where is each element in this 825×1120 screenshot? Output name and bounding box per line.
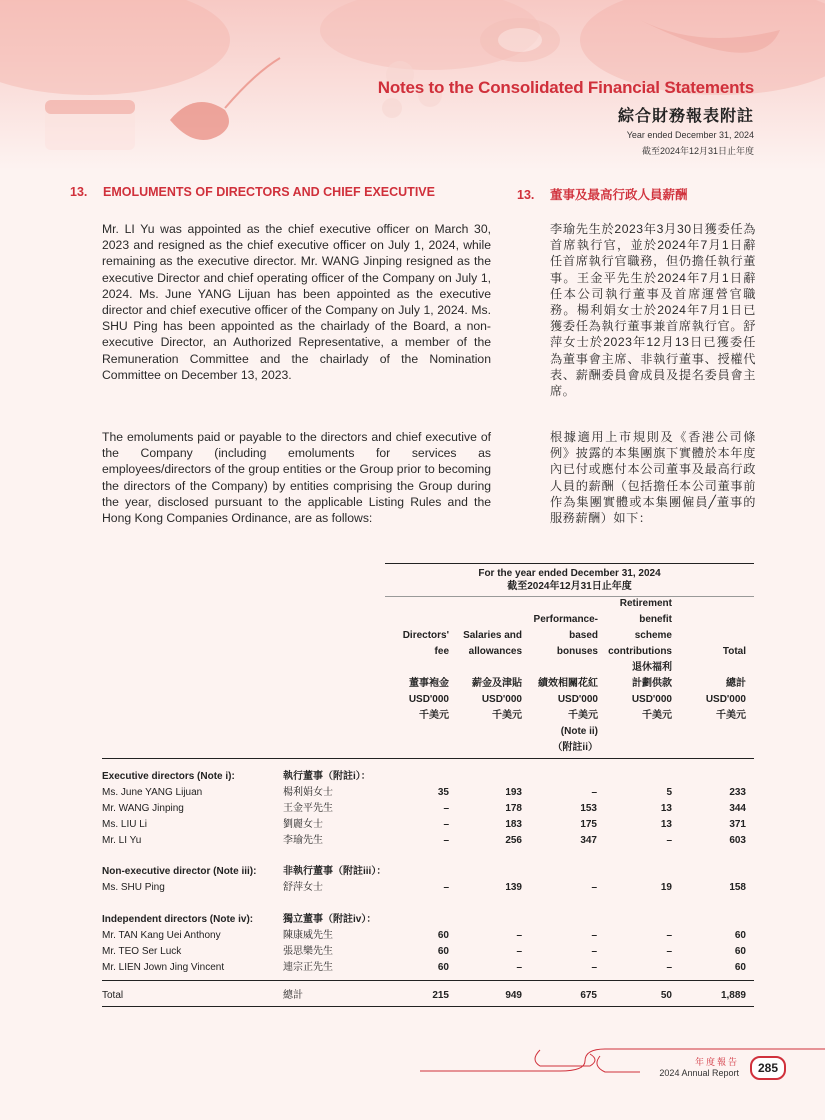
director-name-cn: 楊利娟女士: [283, 787, 333, 798]
paragraph-1-en: Mr. LI Yu was appointed as the chief executive officer on March 30, 2023 and resigned as the chief executive officer on July 1, 2024, while remaining as the executive director. Mr. WANG Jinping resigned as the executive Director and chief operating officer of the Company on July 1, 2024. Ms. June YANG Lijuan has been appointed as the executive director and chief executive officer of the Company on July 1, 2024. Ms. SHU Ping has been appointed as the chairlady of the Board, a non-executive Director, an Authorized Representative, a member of the Remuneration Committee and the chairlady of the Nomination Committee on December 13, 2023.: [102, 222, 491, 382]
col-text: Salaries and: [463, 630, 522, 641]
cell-salaries: –: [516, 962, 522, 973]
cell-salaries: –: [516, 946, 522, 957]
roll-icon: [480, 18, 560, 62]
total-fee: 215: [432, 990, 449, 1001]
group-label-en: Non-executive director (Note iii):: [102, 866, 257, 877]
col-cn: 總計: [726, 678, 746, 689]
group-label-cn: 執行董事（附註i）：: [283, 771, 371, 782]
cell-salaries: 178: [505, 803, 522, 814]
total-row: [102, 988, 754, 1004]
director-name-cn: 劉麗女士: [283, 819, 323, 830]
period-en: For the year ended December 31, 2024: [478, 568, 661, 579]
cell-total: 371: [729, 819, 746, 830]
director-name-en: Mr. TAN Kang Uei Anthony: [102, 930, 221, 941]
table-row: [102, 833, 754, 849]
table-row: [102, 785, 754, 801]
col-total-cn: [676, 676, 746, 724]
cell-salaries: 139: [505, 882, 522, 893]
col-cn: 董事袍金: [409, 678, 449, 689]
total-total: 1,889: [720, 990, 746, 1001]
col-unit-cn: 千美元: [419, 710, 449, 721]
cell-salaries: 193: [505, 787, 522, 798]
cell-retirement: 5: [666, 787, 672, 798]
col-retirement-cn: [600, 660, 672, 724]
cell-retirement: 19: [660, 882, 672, 893]
page-number: 285: [750, 1056, 786, 1080]
section-heading-cn: [517, 185, 688, 203]
col-cn: 績效相關花紅: [538, 678, 598, 689]
cell-total: 60: [734, 930, 746, 941]
table-row: [102, 928, 754, 944]
footer-report-cn: 年度報告: [694, 1057, 739, 1067]
col-note-cn: （附註ii）: [552, 742, 598, 753]
col-salaries: [452, 628, 522, 660]
col-cn: 薪金及津貼: [472, 678, 522, 689]
group-label-en: Independent directors (Note iv):: [102, 914, 254, 925]
director-name-cn: 連宗正先生: [283, 962, 333, 973]
col-cn: 退休福利計劃供款: [632, 662, 672, 689]
director-name-cn: 王金平先生: [283, 803, 333, 814]
cell-bonuses: –: [591, 946, 597, 957]
total-retirement: 50: [660, 990, 672, 1001]
col-text: benefit: [639, 614, 672, 625]
table-period: [385, 567, 754, 593]
section-heading-en: [70, 185, 435, 199]
sushi-icon: [45, 100, 135, 150]
period-cn: 截至2024年12月31日止年度: [507, 581, 632, 592]
director-name-cn: 陳康威先生: [283, 930, 333, 941]
col-text: bonuses: [556, 646, 598, 657]
section-number: 13.: [70, 185, 88, 199]
col-unit-cn: 千美元: [568, 710, 598, 721]
cell-retirement: 13: [660, 803, 672, 814]
col-unit: USD'000: [705, 694, 746, 705]
cell-total: 158: [729, 882, 746, 893]
director-name-en: Mr. LIEN Jown Jing Vincent: [102, 962, 225, 973]
group-label-en: Executive directors (Note i):: [102, 771, 235, 782]
col-note: (Note ii): [560, 726, 598, 737]
section-title-cn: 董事及最高行政人員薪酬: [550, 188, 688, 202]
director-name-en: Ms. LIU Li: [102, 819, 148, 830]
group-label-cn: 非執行董事（附註iii）：: [283, 866, 387, 877]
director-name-en: Mr. TEO Ser Luck: [102, 946, 182, 957]
cell-salaries: 256: [505, 835, 522, 846]
page-header: [378, 78, 754, 157]
col-text: contributions: [608, 646, 672, 657]
cell-fee: 60: [437, 962, 449, 973]
group-executive: [102, 769, 754, 785]
cell-salaries: 183: [505, 819, 522, 830]
total-top-rule: [102, 980, 754, 981]
col-bonuses-cn: [520, 676, 598, 756]
table-row: [102, 944, 754, 960]
period-rule: [385, 596, 754, 597]
paragraph-1-cn: 李瑜先生於2023年3月30日獲委任為首席執行官，並於2024年7月1日辭任首席執行官職務，但仍擔任執行董事。王金平先生於2024年7月1日辭任本公司執行董事及首席運營官職務。楊利娟女士於2024年7月1日已獲委任為執行董事兼首席執行官。舒萍女士於2023年12月13日已獲委任為董事會主席、非執行董事、授權代表、薪酬委員會成員及提名委員會主席。: [550, 222, 756, 399]
cell-bonuses: –: [591, 787, 597, 798]
section-title-en: EMOLUMENTS OF DIRECTORS AND CHIEF EXECUTIVE: [103, 185, 435, 199]
col-text: Directors': [402, 630, 449, 641]
col-unit-cn: 千美元: [492, 710, 522, 721]
col-text: based: [569, 630, 598, 641]
col-text: scheme: [634, 630, 672, 641]
table-row: [102, 817, 754, 833]
col-total: [676, 644, 746, 660]
total-label-en: Total: [102, 990, 124, 1001]
cell-bonuses: 175: [580, 819, 597, 830]
cell-bonuses: 153: [580, 803, 597, 814]
cell-total: 603: [729, 835, 746, 846]
cell-bonuses: –: [591, 930, 597, 941]
cell-fee: –: [443, 803, 449, 814]
col-unit: USD'000: [631, 694, 672, 705]
cell-retirement: –: [666, 946, 672, 957]
paragraph-2-en: The emoluments paid or payable to the directors and chief executive of the Company (including emoluments for services as employees/directors of the group entities or the Group prior to becoming the directors of the Company) by entities comprising the Group during the year, disclosed pursuant to the applicable Listing Rules and the Hong Kong Companies Ordinance, are as follows:: [102, 430, 491, 526]
cell-retirement: 13: [660, 819, 672, 830]
cell-total: 60: [734, 962, 746, 973]
cell-fee: 60: [437, 930, 449, 941]
director-name-en: Ms. June YANG Lijuan: [102, 787, 203, 798]
total-bottom-rule: [102, 1006, 754, 1007]
col-directors-fee-cn: [379, 676, 449, 724]
total-salaries: 949: [505, 990, 522, 1001]
section-number-cn: 13.: [517, 188, 535, 202]
group-independent: [102, 912, 754, 928]
cell-fee: –: [443, 882, 449, 893]
cell-fee: –: [443, 819, 449, 830]
table-row: [102, 801, 754, 817]
col-salaries-cn: [452, 676, 522, 724]
header-title-cn: 綜合財務報表附註: [617, 108, 754, 125]
col-directors-fee: [379, 628, 449, 660]
cell-total: 233: [729, 787, 746, 798]
paragraph-2-cn: 根據適用上市規則及《香港公司條例》披露的本集團旗下實體於本年度內已付或應付本公司董事及最高行政人員的薪酬（包括擔任本公司董事前作為集團實體或本集團僱員╱董事的服務薪酬）如下：: [550, 430, 756, 526]
table-top-rule: [385, 563, 754, 564]
col-unit: USD'000: [408, 694, 449, 705]
cell-retirement: –: [666, 835, 672, 846]
cell-fee: 60: [437, 946, 449, 957]
col-retirement: [596, 596, 672, 660]
cell-salaries: –: [516, 930, 522, 941]
col-text: Performance-: [533, 614, 598, 625]
footer-report-en: 2024 Annual Report: [659, 1068, 739, 1078]
cell-retirement: –: [666, 962, 672, 973]
total-label-cn: 總計: [283, 990, 303, 1001]
col-unit: USD'000: [557, 694, 598, 705]
cell-total: 60: [734, 946, 746, 957]
cell-retirement: –: [666, 930, 672, 941]
header-year-en: Year ended December 31, 2024: [626, 130, 754, 140]
cell-bonuses: –: [591, 882, 597, 893]
director-name-cn: 舒萍女士: [283, 882, 323, 893]
col-bonuses: [520, 612, 598, 660]
header-year-cn: 截至2024年12月31日止年度: [641, 146, 754, 156]
director-name-en: Mr. LI Yu: [102, 835, 142, 846]
cell-total: 344: [729, 803, 746, 814]
total-bonuses: 675: [580, 990, 597, 1001]
col-unit-cn: 千美元: [642, 710, 672, 721]
director-name-en: Ms. SHU Ping: [102, 882, 165, 893]
director-name-cn: 張思樂先生: [283, 946, 333, 957]
cell-bonuses: 347: [580, 835, 597, 846]
director-name-en: Mr. WANG Jinping: [102, 803, 184, 814]
table-row: [102, 880, 754, 896]
director-name-cn: 李瑜先生: [283, 835, 323, 846]
header-title-en: Notes to the Consolidated Financial Statements: [377, 78, 754, 97]
cell-fee: 35: [437, 787, 449, 798]
col-text: fee: [434, 646, 449, 657]
group-non-executive: [102, 864, 754, 880]
col-text: allowances: [468, 646, 522, 657]
cell-fee: –: [443, 835, 449, 846]
group-label-cn: 獨立董事（附註iv）：: [283, 914, 377, 925]
table-row: [102, 960, 754, 976]
col-unit-cn: 千美元: [716, 710, 746, 721]
col-text: Retirement: [619, 598, 672, 609]
header-bottom-rule: [102, 758, 754, 759]
col-unit: USD'000: [481, 694, 522, 705]
col-text: Total: [722, 646, 746, 657]
cell-bonuses: –: [591, 962, 597, 973]
